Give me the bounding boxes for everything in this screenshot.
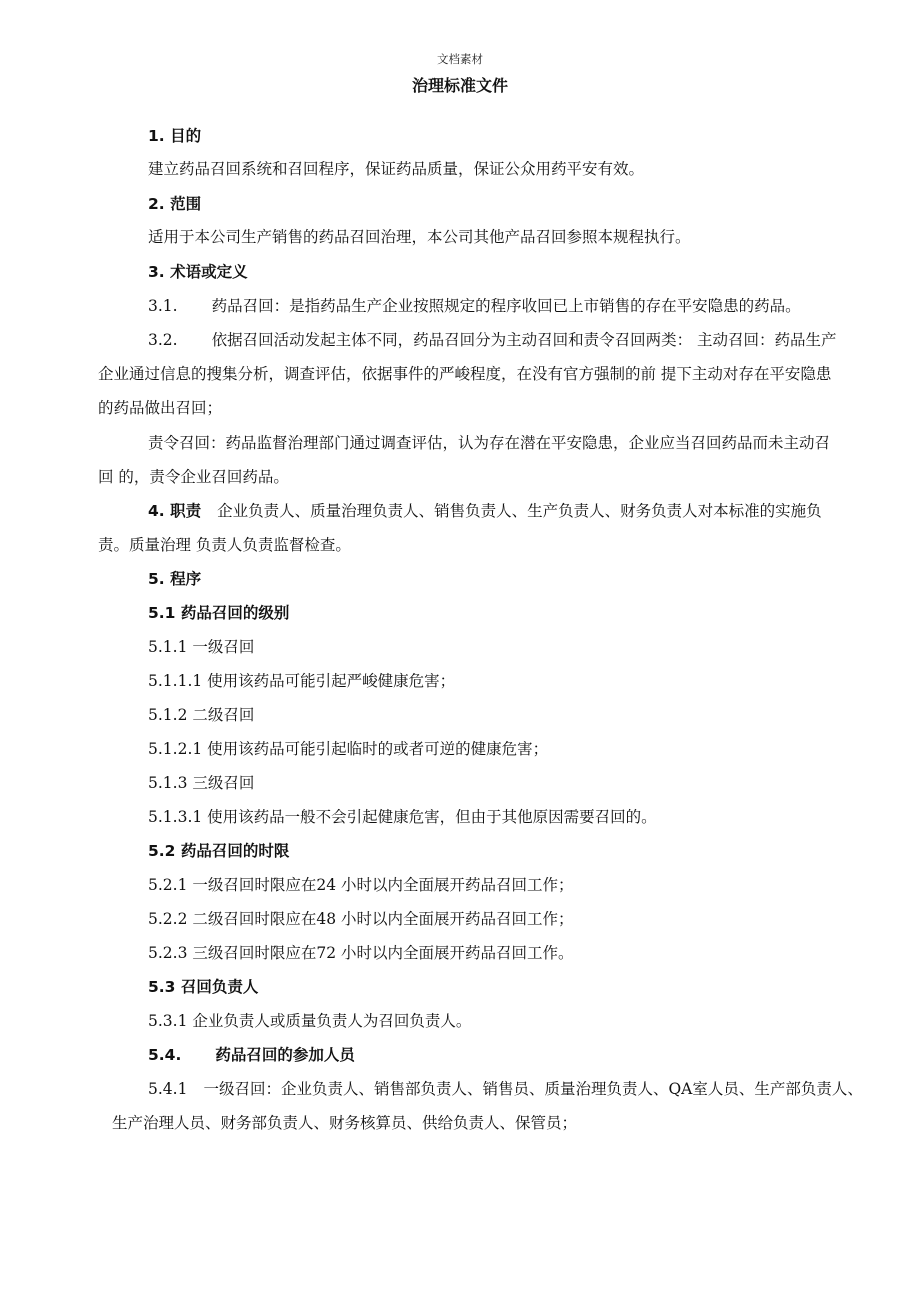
section-5-3-1: 5.3.1 企业负责人或质量负责人为召回负责人。 — [148, 1012, 472, 1030]
section-5-1-2: 5.1.2 二级召回 — [148, 706, 255, 724]
section-5-1-heading: 5.1 药品召回的级别 — [148, 604, 290, 622]
section-1-text: 建立药品召回系统和召回程序，保证药品质量，保证公众用药平安有效。 — [148, 160, 645, 178]
section-5-4-title: 药品召回的参加人员 — [215, 1046, 355, 1064]
section-5-4-1-line-2: 生产治理人员、财务部负责人、财务核算员、供给负责人、保管员； — [112, 1114, 578, 1132]
section-5-2-heading: 5.2 药品召回的时限 — [148, 842, 290, 860]
section-5-2-3: 5.2.3 三级召回时限应在72 小时以内全面展开药品召回工作。 — [148, 944, 574, 962]
section-4-text-1: 企业负责人、质量治理负责人、销售负责人、生产负责人、财务负责人对本标准的实施负 — [217, 502, 822, 520]
section-4-heading: 4. 职责 — [148, 502, 202, 520]
section-3-1-text: 药品召回：是指药品生产企业按照规定的程序收回已上市销售的存在平安隐患的药品。 — [211, 297, 801, 315]
section-3-3-line-2: 回 的，责令企业召回药品。 — [98, 468, 289, 486]
section-5-3-heading: 5.3 召回负责人 — [148, 978, 259, 996]
section-5-1-3-1: 5.1.3.1 使用该药品一般不会引起健康危害，但由于其他原因需要召回的。 — [148, 808, 657, 826]
section-5-4-heading — [148, 1045, 355, 1065]
section-3-2-number: 3.2. — [148, 331, 178, 349]
section-5-4-1-text-1: 一级召回：企业负责人、销售部负责人、销售员、质量治理负责人、QA室人员、生产部负责人、 — [203, 1080, 863, 1098]
section-3-2-line-3: 的药品做出召回； — [98, 399, 223, 417]
section-5-1-1: 5.1.1 一级召回 — [148, 638, 255, 656]
section-5-1-2-1: 5.1.2.1 使用该药品可能引起临时的或者可逆的健康危害； — [148, 740, 549, 758]
section-5-1-1-1: 5.1.1.1 使用该药品可能引起严峻健康危害； — [148, 672, 456, 690]
section-3-heading: 3. 术语或定义 — [148, 263, 248, 281]
section-3-2-line-1 — [148, 330, 837, 350]
section-5-2-2: 5.2.2 二级召回时限应在48 小时以内全面展开药品召回工作； — [148, 910, 574, 928]
section-5-2-1: 5.2.1 一级召回时限应在24 小时以内全面展开药品召回工作； — [148, 876, 574, 894]
section-2-text: 适用于本公司生产销售的药品召回治理，本公司其他产品召回参照本规程执行。 — [148, 228, 691, 246]
section-4-line-2: 责。质量治理 负责人负责监督检查。 — [98, 536, 351, 554]
page-title: 治理标准文件 — [411, 76, 508, 95]
section-2-heading: 2. 范围 — [148, 195, 202, 213]
section-5-1-3: 5.1.3 三级召回 — [148, 774, 255, 792]
section-4-line-1 — [148, 501, 822, 521]
section-3-1-number: 3.1. — [148, 297, 178, 315]
header-note: 文档素材 — [437, 52, 483, 66]
section-5-4-number: 5.4. — [148, 1046, 182, 1064]
section-5-4-1-line-1 — [148, 1079, 863, 1099]
section-5-4-1-number: 5.4.1 — [148, 1080, 188, 1098]
section-1-heading: 1. 目的 — [148, 127, 202, 145]
section-3-3-line-1: 责令召回：药品监督治理部门通过调查评估，认为存在潜在平安隐患，企业应当召回药品而未主动召 — [148, 434, 831, 452]
section-3-2-text-1: 依据召回活动发起主体不同，药品召回分为主动召回和责令召回两类： 主动召回：药品生产 — [211, 331, 837, 349]
section-5-heading: 5. 程序 — [148, 570, 202, 588]
section-3-2-line-2: 企业通过信息的搜集分析，调查评估，依据事件的严峻程度，在没有官方强制的前 提下主动对存在平安隐患 — [98, 365, 832, 383]
section-3-1 — [148, 296, 801, 316]
